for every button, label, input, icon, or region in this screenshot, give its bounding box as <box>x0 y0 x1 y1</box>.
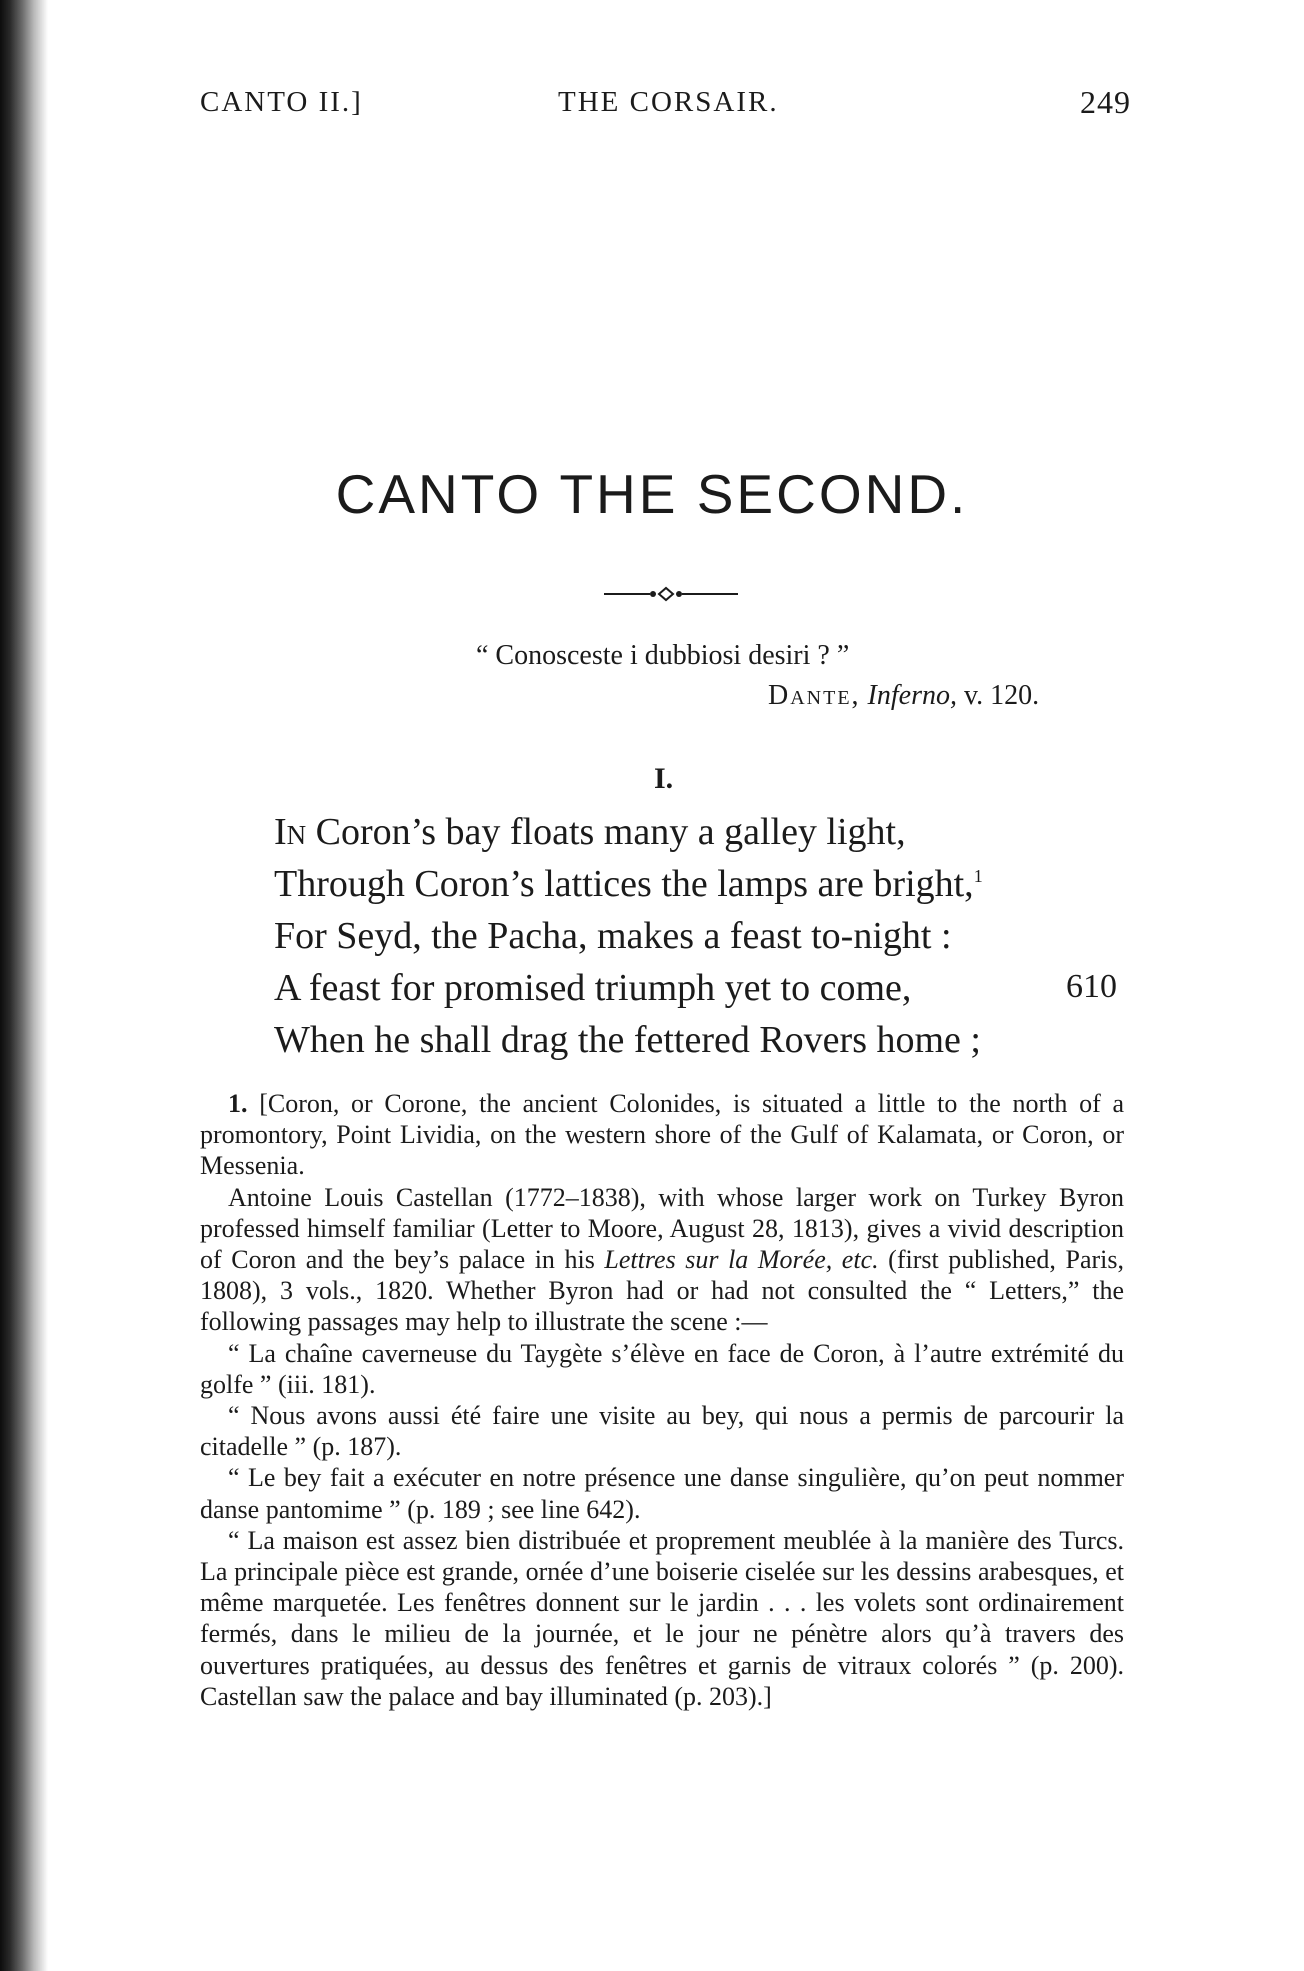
poem-line-1 <box>274 810 906 854</box>
line-number: 610 <box>1066 968 1117 1005</box>
ornament-divider-icon <box>604 586 738 602</box>
footnote-paragraph: “ Nous avons aussi été faire une visite au bey, qui nous a permis de parcourir la citadelle ” (p. 187). <box>200 1401 1124 1462</box>
poem-line-1-text: Coron’s bay floats many a galley light, <box>306 811 906 853</box>
header-title: THE CORSAIR. <box>558 86 779 118</box>
epigraph-citation <box>768 680 1039 712</box>
epigraph-quote: “ Conosceste i dubbiosi desiri ? ” <box>476 640 850 671</box>
footnote-text: Antoine Louis Castellan (1772–1838), with whose larger work on Turkey Byron professed himself familiar (Letter to Moore, August 28, 1813), gives a vivid description of Coron and the bey’s palace in his <box>200 1182 1124 1275</box>
poem-line-5: When he shall drag the fettered Rovers home ; <box>274 1019 981 1061</box>
poem-opening-word: In <box>274 811 307 853</box>
section-number: I. <box>654 762 674 795</box>
poem-line-3: For Seyd, the Pacha, makes a feast to-night : <box>274 915 952 957</box>
footnote-paragraph: “ Le bey fait a exécuter en notre présence une danse singulière, qu’on peut nommer danse pantomime ” (p. 189 ; see line 642). <box>200 1463 1124 1524</box>
epigraph-reference: v. 120. <box>963 680 1040 711</box>
running-header <box>0 86 1304 126</box>
footnote-text: [Coron, or Corone, the ancient Colonides, is situated a little to the north of a promontory, Point Lividia, on the western shore of the Gulf of Kalamata, or Coron, or Messenia. <box>200 1089 1124 1181</box>
footnote-text: (first published, Paris, 1808), 3 vols., 1820. Whether Byron had or had not consulted the “ Letters,” the following passages may help to illustrate the scene :— <box>200 1245 1124 1337</box>
poem-line-2 <box>274 862 983 906</box>
cited-work-title: Lettres sur la Morée, etc. <box>604 1245 879 1275</box>
epigraph-author: Dante, <box>768 680 861 711</box>
header-canto: CANTO II.] <box>200 86 363 118</box>
footnote-marker: 1 <box>973 866 983 886</box>
epigraph-work: Inferno, <box>867 680 957 711</box>
footnote-number: 1. <box>228 1089 248 1118</box>
footnote-paragraph <box>200 1088 1124 1182</box>
page-number: 249 <box>1080 84 1131 120</box>
footnote-paragraph: “ La chaîne caverneuse du Taygète s’élève en face de Coron, à l’autre extrémité du golfe ” (iii. 181). <box>200 1338 1124 1399</box>
footnotes <box>200 1088 1124 1712</box>
canto-title: CANTO THE SECOND. <box>335 463 969 525</box>
poem-line-2-text: Through Coron’s lattices the lamps are bright, <box>274 863 974 905</box>
footnote-paragraph <box>200 1182 1124 1338</box>
scanned-binding-shadow <box>0 0 48 1971</box>
poem-line-4: A feast for promised triumph yet to come, <box>274 967 912 1009</box>
footnote-paragraph: “ La maison est assez bien distribuée et proprement meublée à la manière des Turcs. La principale pièce est grande, ornée d’une boiserie ciselée sur les dessins arabesques, et même marquetée. Les fenêtres donnent sur le jardin . . . les volets sont ordinairement fermés, dans le milieu de la journée, et le jour ne pénètre alors qu’à travers des ouvertures pratiquées, au dessus des fenêtres et garnis de vitraux colorés ” (p. 200). Castellan saw the palace and bay illuminated (p. 203).] <box>200 1525 1124 1711</box>
